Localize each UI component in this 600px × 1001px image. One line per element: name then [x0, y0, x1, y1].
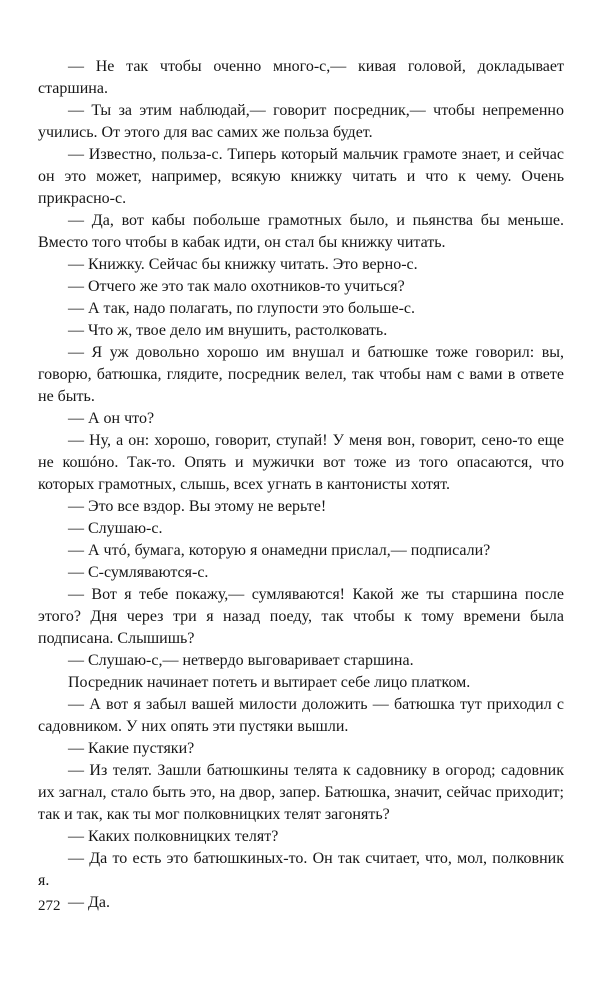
- paragraph: — А вот я забыл вашей милости доложить — батюшка тут приходил с садовником. У них опять эти пустяки вышли.: [38, 696, 564, 735]
- paragraph: — Да.: [68, 894, 111, 911]
- paragraph: — Я уж довольно хорошо им внушал и батюшке тоже говорил: вы, говорю, батюшка, глядите, посредник велел, так чтобы нам с вами в ответе не быть.: [38, 344, 564, 405]
- paragraph: — А он что?: [68, 410, 155, 427]
- paragraph: — Книжку. Сейчас бы книжку читать. Это верно-с.: [68, 256, 418, 273]
- paragraph: — Слушаю-с.: [68, 520, 163, 537]
- paragraph: — Известно, польза-с. Типерь который мальчик грамоте знает, и сейчас он это может, например, всякую книжку читать и что к чему. Очень прикрасно-с.: [38, 146, 564, 207]
- page-text: [38, 56, 564, 914]
- paragraph: — Отчего же это так мало охотников-то учиться?: [68, 278, 405, 295]
- paragraph: — Каких полковницких телят?: [68, 828, 279, 845]
- paragraph: — С-сумляваются-с.: [68, 564, 209, 581]
- paragraph: — Что ж, твое дело им внушить, растолковать.: [68, 322, 388, 339]
- paragraph: — А чтó, бумага, которую я онамедни прислал,— подписали?: [68, 542, 491, 559]
- paragraph: — Какие пустяки?: [68, 740, 195, 757]
- paragraph: — Слушаю-с,— нетвердо выговаривает старшина.: [68, 652, 414, 669]
- paragraph: — Это все вздор. Вы этому не верьте!: [68, 498, 327, 515]
- paragraph: — Из телят. Зашли батюшкины телята к садовнику в огород; садовник их загнал, стало быть это, на двор, запер. Батюшка, значит, сейчас приходит; так и так, как ты мог полковницких телят загонять?: [38, 762, 564, 823]
- page-number: 272: [38, 898, 61, 914]
- paragraph: — А так, надо полагать, по глупости это больше-с.: [68, 300, 416, 317]
- paragraph: — Да, вот кабы побольше грамотных было, и пьянства бы меньше. Вместо того чтобы в кабак идти, он стал бы книжку читать.: [38, 212, 564, 251]
- paragraph: — Вот я тебе покажу,— сумляваются! Какой же ты старшина после этого? Дня через три я назад поеду, так чтобы к тому времени была подписана. Слышишь?: [38, 586, 564, 647]
- paragraph: — Не так чтобы оченно много-с,— кивая головой, докладывает старшина.: [38, 58, 564, 97]
- paragraph: — Ну, а он: хорошо, говорит, ступай! У меня вон, говорит, сено-то еще не кошóно. Так-то. Опять и мужички вот тоже из того опасаются, что которых грамотных, слышь, всех угнать в кантонисты хотят.: [38, 432, 564, 493]
- paragraph: — Ты за этим наблюдай,— говорит посредник,— чтобы непременно учились. От этого для вас самих же польза будет.: [38, 102, 564, 141]
- paragraph: Посредник начинает потеть и вытирает себе лицо платком.: [68, 674, 471, 691]
- paragraph: — Да то есть это батюшкиных-то. Он так считает, что, мол, полковник я.: [38, 850, 564, 889]
